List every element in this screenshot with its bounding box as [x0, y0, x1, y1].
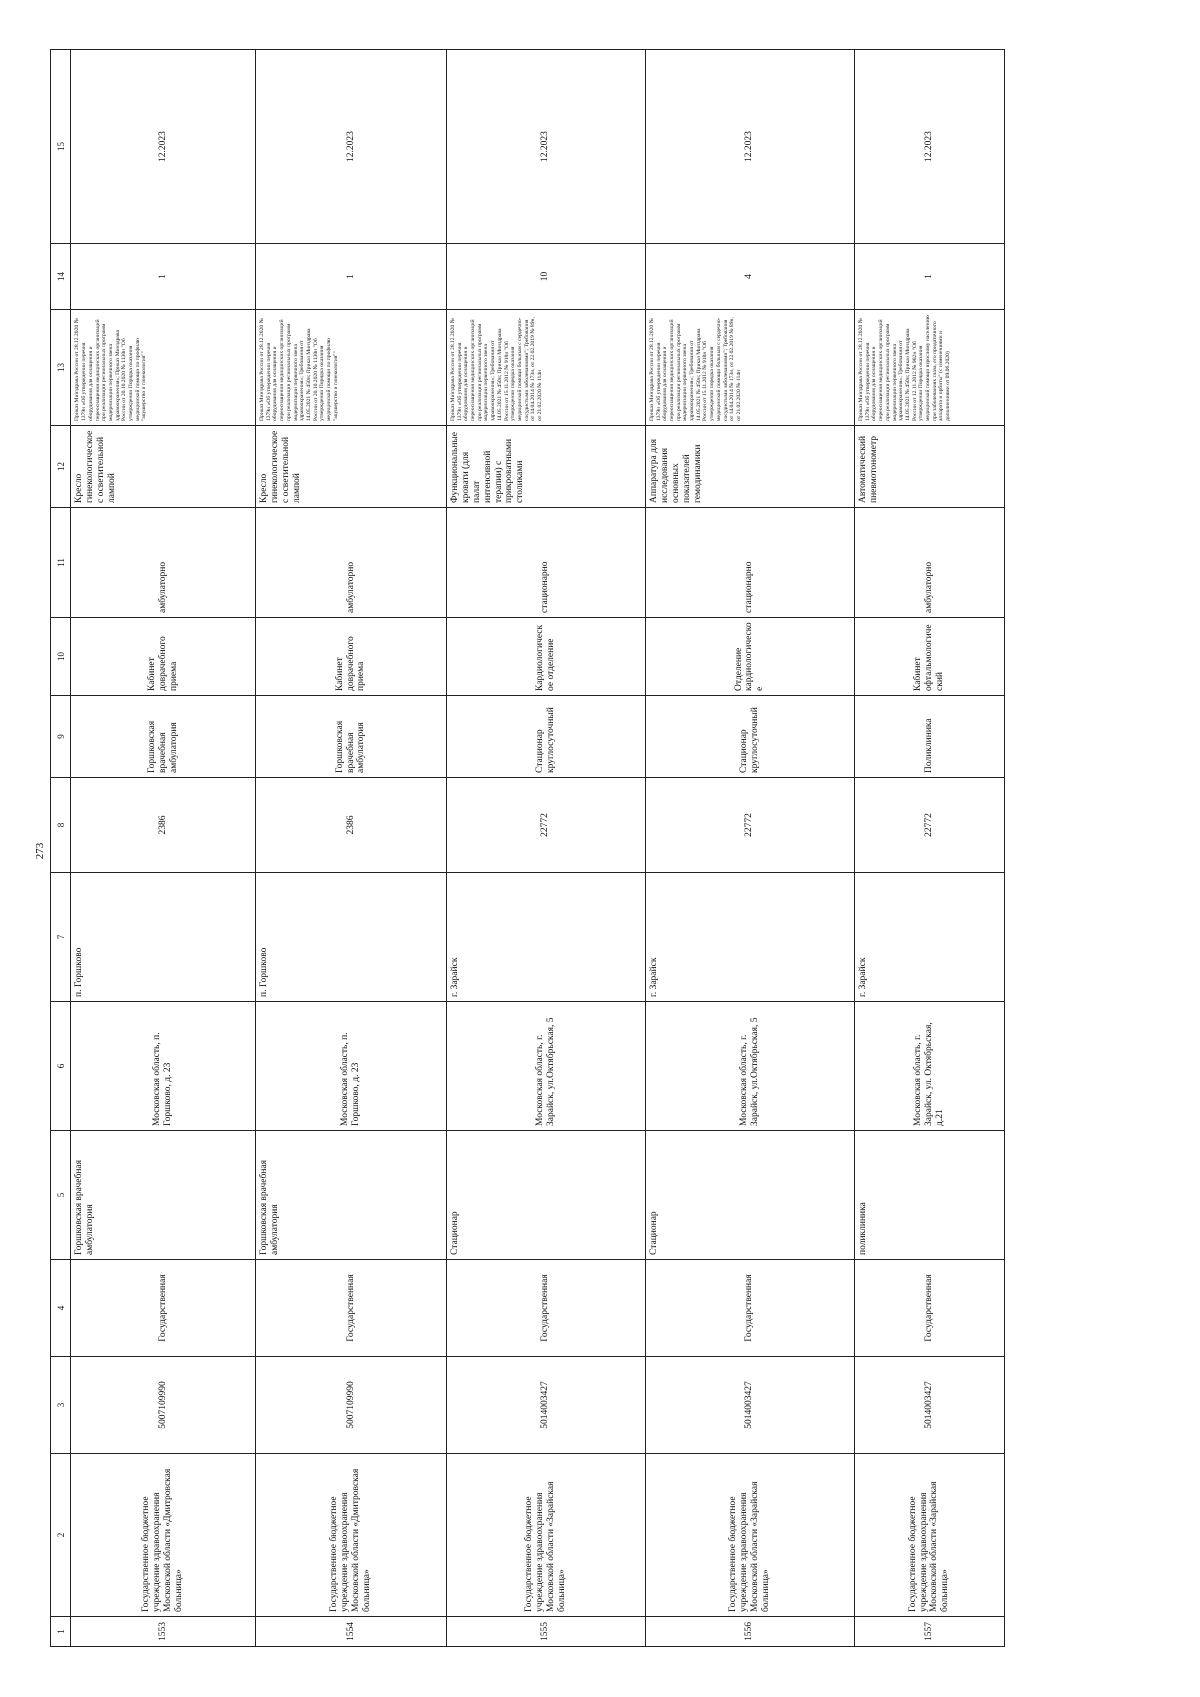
organization-name: Государственное бюджетное учреждение здравоохранения Московской области «Дмитровская больница» — [256, 1454, 447, 1617]
ownership-form: Государственная — [645, 1260, 854, 1357]
quantity: 1 — [256, 244, 447, 310]
column-number: 6 — [51, 1002, 71, 1131]
locality: г. Зарайск — [854, 873, 1004, 1002]
department: Кардиологическое отделение — [446, 618, 645, 696]
delivery-date: 12.2023 — [71, 50, 256, 244]
care-conditions: стационарно — [446, 508, 645, 618]
quantity: 1 — [71, 244, 256, 310]
table-row — [71, 50, 256, 1647]
delivery-date: 12.2023 — [256, 50, 447, 244]
equipment-name: Автоматический пневмотонометр — [854, 426, 1004, 508]
address: Московская область, г. Зарайск, ул. Октябрьская, д.21 — [854, 1002, 1004, 1131]
structural-unit: Поликлиника — [854, 696, 1004, 778]
organization-name: Государственное бюджетное учреждение здравоохранения Московской области «Зарайская больница» — [645, 1454, 854, 1617]
inn: 5014003427 — [645, 1357, 854, 1454]
page-number-text: 273 — [34, 842, 46, 860]
department: Кабинет доврачебного приема — [256, 618, 447, 696]
column-number: 9 — [51, 696, 71, 778]
table-row — [256, 50, 447, 1647]
subdivision: поликлиника — [854, 1131, 1004, 1260]
row-number: 1557 — [854, 1617, 1004, 1647]
address: Московская область, п. Горшково, д. 23 — [256, 1002, 447, 1131]
column-number: 7 — [51, 873, 71, 1002]
department: Кабинет офтальмологический — [854, 618, 1004, 696]
oktmo-code: 2386 — [71, 778, 256, 873]
table-row — [645, 50, 854, 1647]
structural-unit: Стационар круглосуточный — [446, 696, 645, 778]
quantity: 1 — [854, 244, 1004, 310]
structural-unit: Стационар круглосуточный — [645, 696, 854, 778]
subdivision: Горшковская врачебная амбулатория — [256, 1131, 447, 1260]
column-number: 4 — [51, 1260, 71, 1357]
legal-basis: Приказ Минздрава России от 28.12.2020 № 1379н «Об утверждении перечня оборудования для оснащения и переоснащения медицинских организаций при реализации региональных программ модернизации первичного звена здравоохранения»; Требования от 14.05.2021 № 450н; Приказ Минздрава России от 20.10.2020 № 1130н "Об утверждении Порядка оказания медицинской помощи по профилю "акушерство и гинекология"" — [256, 310, 447, 426]
column-number: 2 — [51, 1454, 71, 1617]
quantity: 10 — [446, 244, 645, 310]
structural-unit: Горшковская врачебная амбулатория — [256, 696, 447, 778]
ownership-form: Государственная — [71, 1260, 256, 1357]
row-number: 1553 — [71, 1617, 256, 1647]
oktmo-code: 22772 — [645, 778, 854, 873]
row-number: 1556 — [645, 1617, 854, 1647]
department: Отделение кардиологическое — [645, 618, 854, 696]
legal-basis: Приказ Минздрава России от 28.12.2020 № 1379н «Об утверждении перечня оборудования для оснащения и переоснащения медицинских организаций при реализации региональных программ модернизации первичного звена здравоохранения»; Приказ Минздрава России от 20.10.2020 № 1130н "Об утверждении Порядка оказания медицинской помощи по профилю "акушерство и гинекология"" — [71, 310, 256, 426]
table-row — [446, 50, 645, 1647]
locality: п. Горшково — [71, 873, 256, 1002]
column-number: 5 — [51, 1131, 71, 1260]
row-number: 1555 — [446, 1617, 645, 1647]
locality: г. Зарайск — [446, 873, 645, 1002]
address: Московская область, п. Горшково, д. 23 — [71, 1002, 256, 1131]
page-number — [30, 836, 50, 866]
legal-basis: Приказ Минздрава России от 28.12.2020 № 1379н «Об утверждении перечня оборудования для оснащения и переоснащения медицинских организаций при реализации региональных программ модернизации первичного звена здравоохранения»; Требования от 14.05.2021 № 450н; Приказ Минздрава России от 15.11.2012 № 918н "Об утверждении порядка оказания медицинской помощи больным с сердечно-сосудистыми заболеваниями"; Требования от 14.04.2014 № 173н, от 22.02.2019 № 89н, от 21.02.2020 № 114н — [446, 310, 645, 426]
structural-unit: Горшковская врачебная амбулатория — [71, 696, 256, 778]
delivery-date: 12.2023 — [854, 50, 1004, 244]
locality: п. Горшково — [256, 873, 447, 1002]
column-number: 12 — [51, 426, 71, 508]
inn: 5014003427 — [446, 1357, 645, 1454]
oktmo-code: 22772 — [854, 778, 1004, 873]
delivery-date: 12.2023 — [645, 50, 854, 244]
organization-name: Государственное бюджетное учреждение здравоохранения Московской области «Зарайская больница» — [446, 1454, 645, 1617]
subdivision: Стационар — [446, 1131, 645, 1260]
column-number: 13 — [51, 310, 71, 426]
rotated-table-container — [50, 50, 1005, 1647]
address: Московская область, г. Зарайск, ул.Октябрьская, 5 — [645, 1002, 854, 1131]
row-number: 1554 — [256, 1617, 447, 1647]
department: Кабинет доврачебного приема — [71, 618, 256, 696]
column-number: 1 — [51, 1617, 71, 1647]
inn: 5007109990 — [256, 1357, 447, 1454]
ownership-form: Государственная — [854, 1260, 1004, 1357]
equipment-name: Аппаратура для исследования основных показателей гемодинамики — [645, 426, 854, 508]
table-row — [854, 50, 1004, 1647]
column-number-row — [51, 50, 71, 1647]
care-conditions: стационарно — [645, 508, 854, 618]
organization-name: Государственное бюджетное учреждение здравоохранения Московской области «Зарайская больница» — [854, 1454, 1004, 1617]
column-number: 11 — [51, 508, 71, 618]
legal-basis: Приказ Минздрава России от 28.12.2020 № 1379н «Об утверждении перечня оборудования для оснащения и переоснащения медицинских организаций при реализации региональных программ модернизации первичного звена здравоохранения»; Требования от 14.05.2021 № 450н; Приказ Минздрава России от 12.11.2012 № 902н "Об утверждении Порядка оказания медицинской помощи взрослому населению при заболеваниях глаза, его придаточного аппарата и орбиты" (с изменениями и дополнениями от 09.06.2020) — [854, 310, 1004, 426]
locality: г. Зарайск — [645, 873, 854, 1002]
inn: 5014003427 — [854, 1357, 1004, 1454]
subdivision: Стационар — [645, 1131, 854, 1260]
care-conditions: амбулаторно — [256, 508, 447, 618]
column-number: 14 — [51, 244, 71, 310]
equipment-name: Функциональные кровати (для палат интенсивной терапии) с прикроватными столиками — [446, 426, 645, 508]
column-number: 10 — [51, 618, 71, 696]
column-number: 15 — [51, 50, 71, 244]
delivery-date: 12.2023 — [446, 50, 645, 244]
equipment-name: Кресло гинекологическое с осветительной лампой — [71, 426, 256, 508]
oktmo-code: 22772 — [446, 778, 645, 873]
column-number: 8 — [51, 778, 71, 873]
column-number: 3 — [51, 1357, 71, 1454]
equipment-table — [50, 49, 1005, 1647]
address: Московская область, г. Зарайск, ул.Октябрьская, 5 — [446, 1002, 645, 1131]
subdivision: Горшковская врачебная амбулатория — [71, 1131, 256, 1260]
oktmo-code: 2386 — [256, 778, 447, 873]
equipment-name: Кресло гинекологическое с осветительной лампой — [256, 426, 447, 508]
ownership-form: Государственная — [256, 1260, 447, 1357]
ownership-form: Государственная — [446, 1260, 645, 1357]
care-conditions: амбулаторно — [854, 508, 1004, 618]
care-conditions: амбулаторно — [71, 508, 256, 618]
organization-name: Государственное бюджетное учреждение здравоохранения Московской области «Дмитровская больница» — [71, 1454, 256, 1617]
quantity: 4 — [645, 244, 854, 310]
legal-basis: Приказ Минздрава России от 28.12.2020 № 1379н «Об утверждении перечня оборудования для оснащения и переоснащения медицинских организаций при реализации региональных программ модернизации первичного звена здравоохранения»; Требования от 14.05.2021 № 450н; Приказ Минздрава России от 15.11.2012 № 918н "Об утверждении порядка оказания медицинской помощи больным с сердечно-сосудистыми заболеваниями"; Требования от 14.04.2014 № 173н, от 22.02.2019 № 89н, от 21.02.2020 № 114н — [645, 310, 854, 426]
inn: 5007109990 — [71, 1357, 256, 1454]
